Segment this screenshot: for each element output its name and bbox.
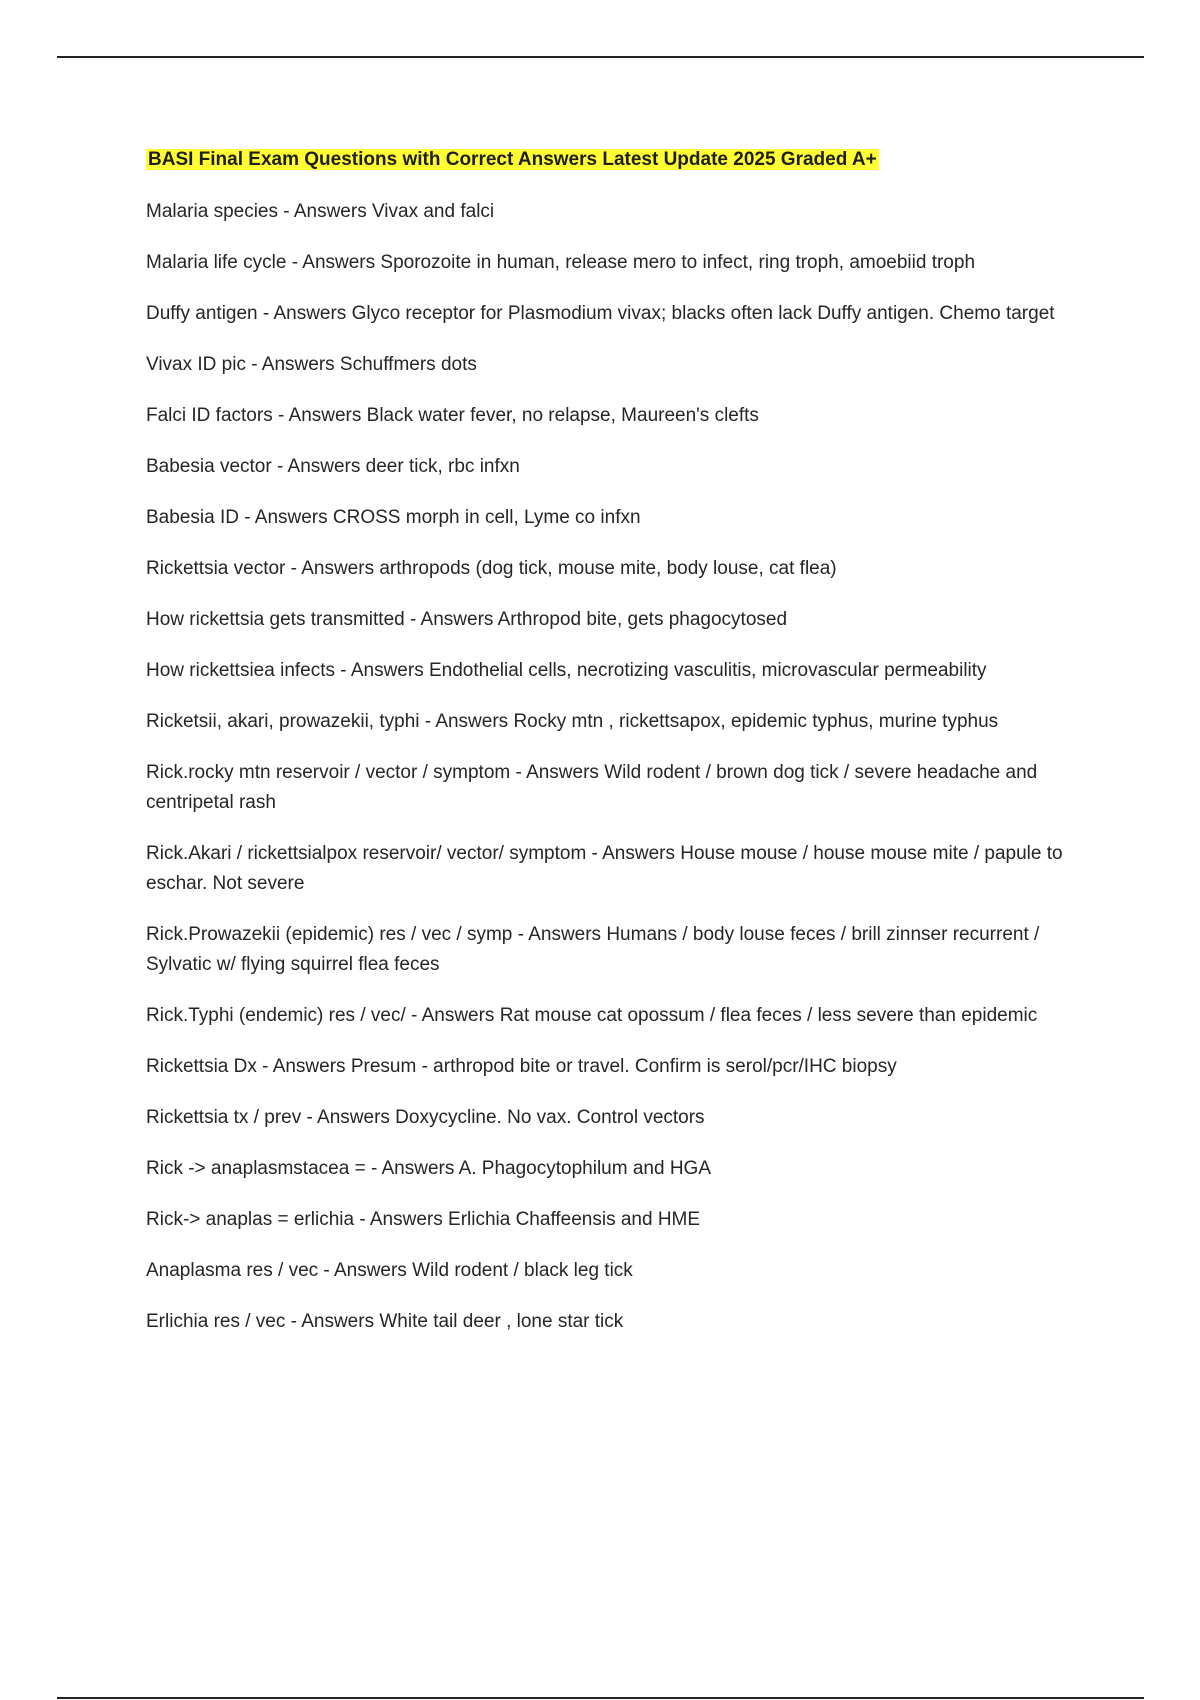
qa-item: Rickettsia Dx - Answers Presum - arthropod bite or travel. Confirm is serol/pcr/IHC biopsy [146,1056,897,1077]
qa-item: Ricketsii, akari, prowazekii, typhi - Answers Rocky mtn , rickettsapox, epidemic typhus, murine typhus [146,711,999,732]
qa-item: How rickettsia gets transmitted - Answers Arthropod bite, gets phagocytosed [146,609,788,630]
qa-item: Rick.rocky mtn reservoir / vector / symptom - Answers Wild rodent / brown dog tick / severe headache and centripetal rash [146,762,1038,813]
document-title-text: BASI Final Exam Questions with Correct Answers Latest Update 2025 Graded A+ [148,149,877,170]
qa-item: Falci ID factors - Answers Black water fever, no relapse, Maureen's clefts [146,405,759,426]
qa-item: Rick.Typhi (endemic) res / vec/ - Answers Rat mouse cat opossum / flea feces / less severe than epidemic [146,1005,1038,1026]
qa-item: Duffy antigen - Answers Glyco receptor for Plasmodium vivax; blacks often lack Duffy antigen. Chemo target [146,303,1055,324]
qa-item: Anaplasma res / vec - Answers Wild rodent / black leg tick [146,1260,633,1281]
qa-item: How rickettsiea infects - Answers Endothelial cells, necrotizing vasculitis, microvascular permeability [146,660,987,681]
qa-item: Babesia ID - Answers CROSS morph in cell, Lyme co infxn [146,507,641,528]
qa-item: Rickettsia vector - Answers arthropods (dog tick, mouse mite, body louse, cat flea) [146,558,837,579]
qa-item: Malaria species - Answers Vivax and falci [146,201,495,222]
qa-item: Vivax ID pic - Answers Schuffmers dots [146,354,477,375]
footer-rule [57,1697,1144,1699]
qa-item: Rick -> anaplasmstacea = - Answers A. Phagocytophilum and HGA [146,1158,711,1179]
qa-item: Babesia vector - Answers deer tick, rbc infxn [146,456,520,477]
qa-item: Erlichia res / vec - Answers White tail deer , lone star tick [146,1311,624,1332]
qa-item: Rickettsia tx / prev - Answers Doxycycline. No vax. Control vectors [146,1107,705,1128]
qa-item: Rick-> anaplas = erlichia - Answers Erlichia Chaffeensis and HME [146,1209,701,1230]
document-title [146,145,1096,175]
header-rule [57,56,1144,58]
document-body [146,145,1096,1358]
qa-item: Malaria life cycle - Answers Sporozoite in human, release mero to infect, ring troph, amoebiid troph [146,252,976,273]
qa-item: Rick.Prowazekii (epidemic) res / vec / symp - Answers Humans / body louse feces / brill zinnser recurrent / Sylvatic w/ flying squirrel flea feces [146,924,1040,975]
qa-item: Rick.Akari / rickettsialpox reservoir/ vector/ symptom - Answers House mouse / house mouse mite / papule to eschar. Not severe [146,843,1063,894]
